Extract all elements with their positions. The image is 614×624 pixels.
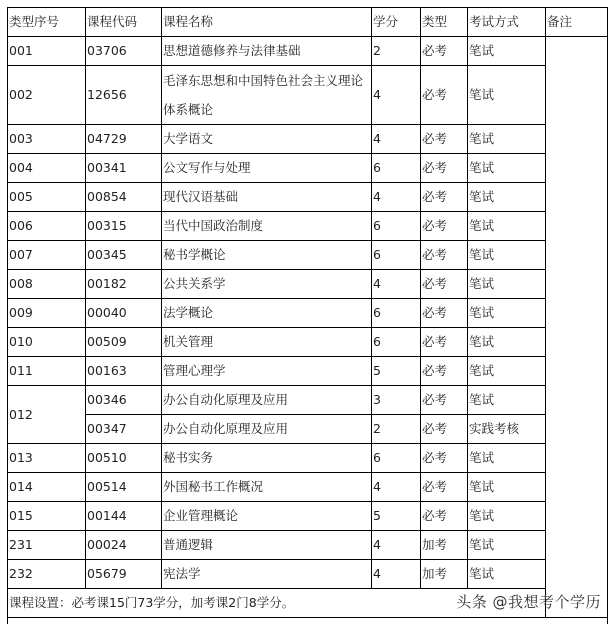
cell-name: 管理心理学 — [162, 357, 372, 386]
table-row — [8, 212, 608, 241]
footer-cell — [8, 589, 608, 618]
cell-credits: 3 — [372, 386, 421, 415]
cell-exam: 笔试 — [468, 357, 546, 386]
cell-code: 00347 — [86, 415, 162, 444]
cell-credits: 4 — [372, 66, 421, 125]
cell-code: 05679 — [86, 560, 162, 589]
cell-type: 必考 — [421, 328, 468, 357]
cell-credits: 4 — [372, 473, 421, 502]
cell-credits: 4 — [372, 531, 421, 560]
cell-credits: 6 — [372, 154, 421, 183]
cell-seq: 003 — [8, 125, 86, 154]
table-row — [8, 270, 608, 299]
table-row — [8, 241, 608, 270]
cell-code: 00163 — [86, 357, 162, 386]
table-row — [8, 473, 608, 502]
cell-exam: 笔试 — [468, 125, 546, 154]
cell-exam: 笔试 — [468, 328, 546, 357]
cell-seq: 015 — [8, 502, 86, 531]
cell-credits: 4 — [372, 270, 421, 299]
cell-name: 办公自动化原理及应用 — [162, 386, 372, 415]
cell-type: 必考 — [421, 241, 468, 270]
table-header-row — [8, 8, 608, 37]
cell-exam: 笔试 — [468, 386, 546, 415]
header-seq: 类型序号 — [8, 8, 86, 37]
cell-remark — [546, 37, 608, 618]
cell-type: 加考 — [421, 560, 468, 589]
header-name: 课程名称 — [162, 8, 372, 37]
cell-name: 公文写作与处理 — [162, 154, 372, 183]
cell-seq: 001 — [8, 37, 86, 66]
cell-type: 必考 — [421, 415, 468, 444]
cell-name: 法学概论 — [162, 299, 372, 328]
cell-name: 现代汉语基础 — [162, 183, 372, 212]
table-row — [8, 37, 608, 66]
cell-credits: 4 — [372, 560, 421, 589]
cell-type: 必考 — [421, 154, 468, 183]
table-row — [8, 531, 608, 560]
cell-name: 秘书实务 — [162, 444, 372, 473]
cell-seq: 002 — [8, 66, 86, 125]
header-code: 课程代码 — [86, 8, 162, 37]
cell-credits: 6 — [372, 241, 421, 270]
cell-credits: 6 — [372, 328, 421, 357]
cell-code: 00040 — [86, 299, 162, 328]
cell-code: 00182 — [86, 270, 162, 299]
cell-credits: 2 — [372, 37, 421, 66]
table-footer-row — [8, 589, 608, 618]
cell-seq: 231 — [8, 531, 86, 560]
cell-name: 外国秘书工作概况 — [162, 473, 372, 502]
table-empty-row — [8, 618, 608, 624]
footer-note: 课程设置：必考课15门73学分，加考课2门8学分。 — [9, 595, 294, 610]
cell-exam: 笔试 — [468, 183, 546, 212]
cell-exam: 笔试 — [468, 212, 546, 241]
cell-name: 当代中国政治制度 — [162, 212, 372, 241]
table-row — [8, 154, 608, 183]
table-row — [8, 386, 608, 415]
cell-type: 必考 — [421, 444, 468, 473]
cell-type: 必考 — [421, 125, 468, 154]
cell-exam: 笔试 — [468, 299, 546, 328]
cell-code: 00346 — [86, 386, 162, 415]
cell-credits: 5 — [372, 502, 421, 531]
cell-credits: 4 — [372, 183, 421, 212]
table-row — [8, 125, 608, 154]
cell-code: 12656 — [86, 66, 162, 125]
cell-type: 必考 — [421, 183, 468, 212]
cell-exam: 笔试 — [468, 444, 546, 473]
cell-name: 企业管理概论 — [162, 502, 372, 531]
cell-credits: 6 — [372, 212, 421, 241]
watermark: 头条 @我想考个学历 — [456, 593, 601, 611]
cell-exam: 笔试 — [468, 502, 546, 531]
cell-seq: 012 — [8, 386, 86, 444]
cell-code: 00341 — [86, 154, 162, 183]
cell-seq: 009 — [8, 299, 86, 328]
cell-name: 普通逻辑 — [162, 531, 372, 560]
cell-exam: 笔试 — [468, 270, 546, 299]
cell-code: 00514 — [86, 473, 162, 502]
cell-seq: 013 — [8, 444, 86, 473]
cell-code: 04729 — [86, 125, 162, 154]
cell-type: 必考 — [421, 299, 468, 328]
cell-credits: 6 — [372, 444, 421, 473]
cell-type: 必考 — [421, 357, 468, 386]
cell-code: 00024 — [86, 531, 162, 560]
table-row — [8, 502, 608, 531]
cell-name: 秘书学概论 — [162, 241, 372, 270]
cell-credits: 5 — [372, 357, 421, 386]
header-exam: 考试方式 — [468, 8, 546, 37]
cell-seq: 232 — [8, 560, 86, 589]
cell-code: 00144 — [86, 502, 162, 531]
cell-name: 公共关系学 — [162, 270, 372, 299]
cell-exam: 笔试 — [468, 37, 546, 66]
cell-code: 03706 — [86, 37, 162, 66]
cell-name: 思想道德修养与法律基础 — [162, 37, 372, 66]
cell-exam: 实践考核 — [468, 415, 546, 444]
cell-type: 加考 — [421, 531, 468, 560]
table-row — [8, 66, 608, 125]
cell-exam: 笔试 — [468, 473, 546, 502]
cell-seq: 014 — [8, 473, 86, 502]
cell-exam: 笔试 — [468, 241, 546, 270]
cell-name: 大学语文 — [162, 125, 372, 154]
cell-type: 必考 — [421, 37, 468, 66]
cell-name: 办公自动化原理及应用 — [162, 415, 372, 444]
cell-type: 必考 — [421, 502, 468, 531]
cell-credits: 2 — [372, 415, 421, 444]
cell-code: 00510 — [86, 444, 162, 473]
table-row — [8, 357, 608, 386]
course-table — [7, 7, 608, 624]
cell-code: 00854 — [86, 183, 162, 212]
table-row — [8, 560, 608, 589]
cell-exam: 笔试 — [468, 531, 546, 560]
cell-code: 00509 — [86, 328, 162, 357]
cell-seq: 006 — [8, 212, 86, 241]
cell-seq: 010 — [8, 328, 86, 357]
cell-code: 00315 — [86, 212, 162, 241]
header-type: 类型 — [421, 8, 468, 37]
cell-seq: 007 — [8, 241, 86, 270]
table-row — [8, 415, 608, 444]
cell-type: 必考 — [421, 270, 468, 299]
cell-seq: 004 — [8, 154, 86, 183]
cell-code: 00345 — [86, 241, 162, 270]
table-row — [8, 183, 608, 212]
table-row — [8, 444, 608, 473]
cell-type: 必考 — [421, 66, 468, 125]
cell-exam: 笔试 — [468, 154, 546, 183]
header-remark: 备注 — [546, 8, 608, 37]
cell-name: 机关管理 — [162, 328, 372, 357]
empty-cell — [8, 618, 608, 624]
cell-seq: 008 — [8, 270, 86, 299]
cell-credits: 4 — [372, 125, 421, 154]
cell-exam: 笔试 — [468, 560, 546, 589]
cell-type: 必考 — [421, 386, 468, 415]
cell-seq: 005 — [8, 183, 86, 212]
cell-type: 必考 — [421, 212, 468, 241]
cell-name: 宪法学 — [162, 560, 372, 589]
cell-name: 毛泽东思想和中国特色社会主义理论体系概论 — [162, 66, 372, 125]
table-row — [8, 328, 608, 357]
table-row — [8, 299, 608, 328]
cell-type: 必考 — [421, 473, 468, 502]
cell-seq: 011 — [8, 357, 86, 386]
header-credits: 学分 — [372, 8, 421, 37]
cell-credits: 6 — [372, 299, 421, 328]
cell-exam: 笔试 — [468, 66, 546, 125]
